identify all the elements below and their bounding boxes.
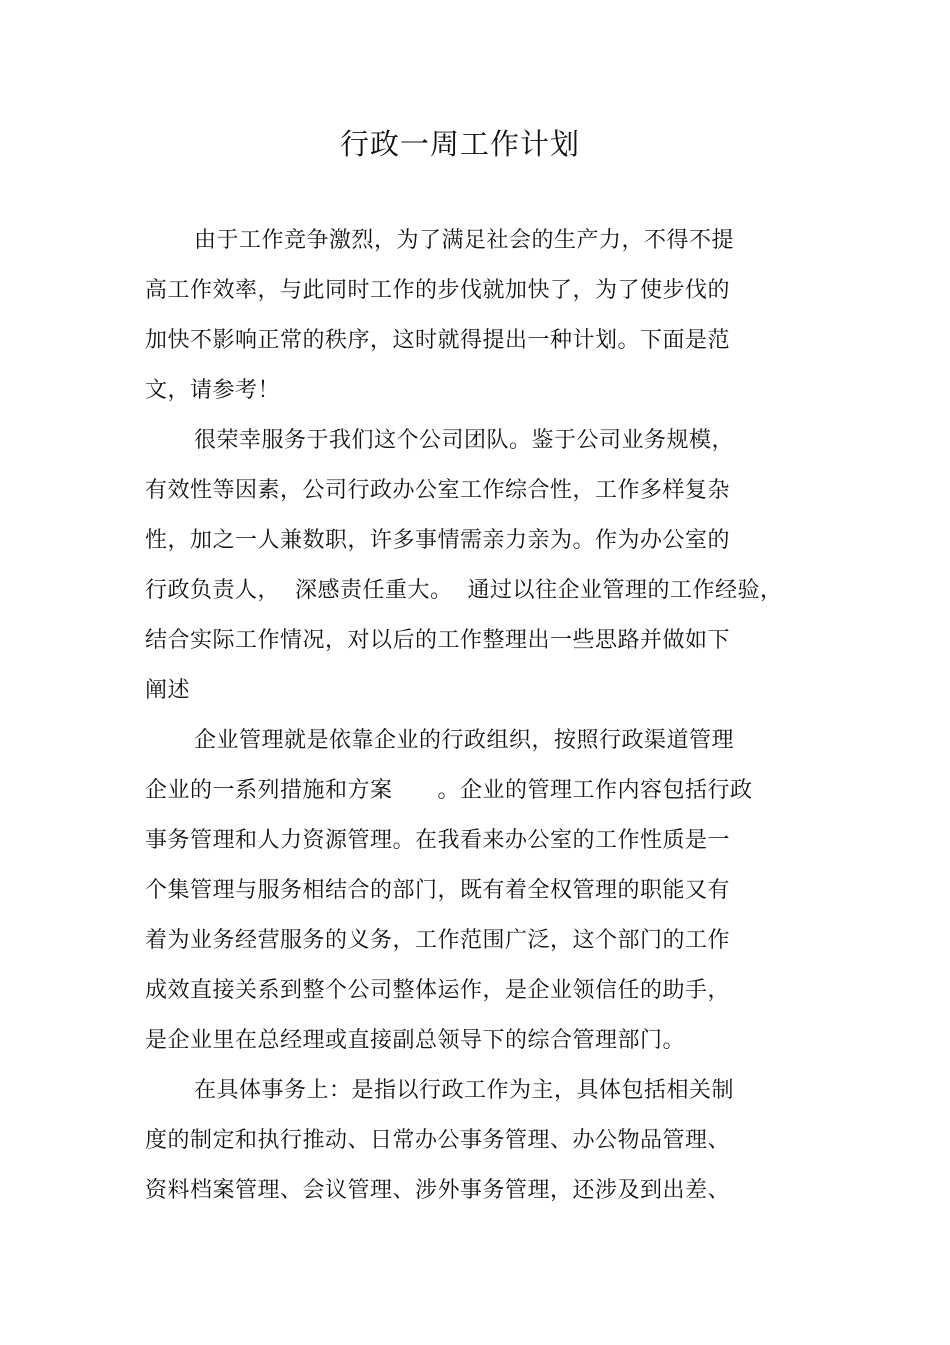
document-body (145, 216, 785, 1216)
paragraph-3-line-7: 是企业里在总经理或直接副总领导下的综合管理部门。 (145, 1028, 686, 1053)
paragraph-3-line-6: 成效直接关系到整个公司整体运作，是企业领信任的助手， (145, 978, 731, 1003)
paragraph-2-line-5: 结合实际工作情况，对以后的工作整理出一些思路并做如下 (145, 628, 731, 653)
paragraph-3-line-5: 着为业务经营服务的义务，工作范围广泛，这个部门的工作 (145, 928, 731, 953)
paragraph-1-line-1: 由于工作竞争激烈，为了满足社会的生产力，不得不提 (194, 228, 735, 253)
paragraph-2-line-4: 行政负责人， 深感责任重大。 通过以往企业管理的工作经验， (145, 578, 783, 603)
paragraph-1-line-4: 文，请参考！ (145, 378, 281, 403)
paragraph-3-line-3: 事务管理和人力资源管理。在我看来办公室的工作性质是一 (145, 828, 731, 853)
paragraph-2-line-1: 很荣幸服务于我们这个公司团队。鉴于公司业务规模， (194, 428, 735, 453)
paragraph-4-line-3: 资料档案管理、会议管理、涉外事务管理，还涉及到出差、 (145, 1178, 731, 1203)
paragraph-3-line-2: 企业的一系列措施和方案 。企业的管理工作内容包括行政 (145, 778, 753, 803)
paragraph-1-line-3: 加快不影响正常的秩序，这时就得提出一种计划。下面是范 (145, 328, 731, 353)
paragraph-3-line-4: 个集管理与服务相结合的部门，既有着全权管理的职能又有 (145, 878, 731, 903)
paragraph-2-line-2: 有效性等因素，公司行政办公室工作综合性，工作多样复杂 (145, 478, 731, 503)
paragraph-2-line-6: 阐述 (145, 678, 191, 703)
paragraph-2-line-3: 性，加之一人兼数职，许多事情需亲力亲为。作为办公室的 (145, 528, 731, 553)
paragraph-1-line-2: 高工作效率，与此同时工作的步伐就加快了，为了使步伐的 (145, 278, 731, 303)
paragraph-4-line-1: 在具体事务上：是指以行政工作为主，具体包括相关制 (194, 1078, 735, 1103)
paragraph-4-line-2: 度的制定和执行推动、日常办公事务管理、办公物品管理、 (145, 1128, 731, 1153)
paragraph-3-line-1: 企业管理就是依靠企业的行政组织，按照行政渠道管理 (194, 728, 735, 753)
document-title: 行政一周工作计划 (339, 127, 580, 161)
